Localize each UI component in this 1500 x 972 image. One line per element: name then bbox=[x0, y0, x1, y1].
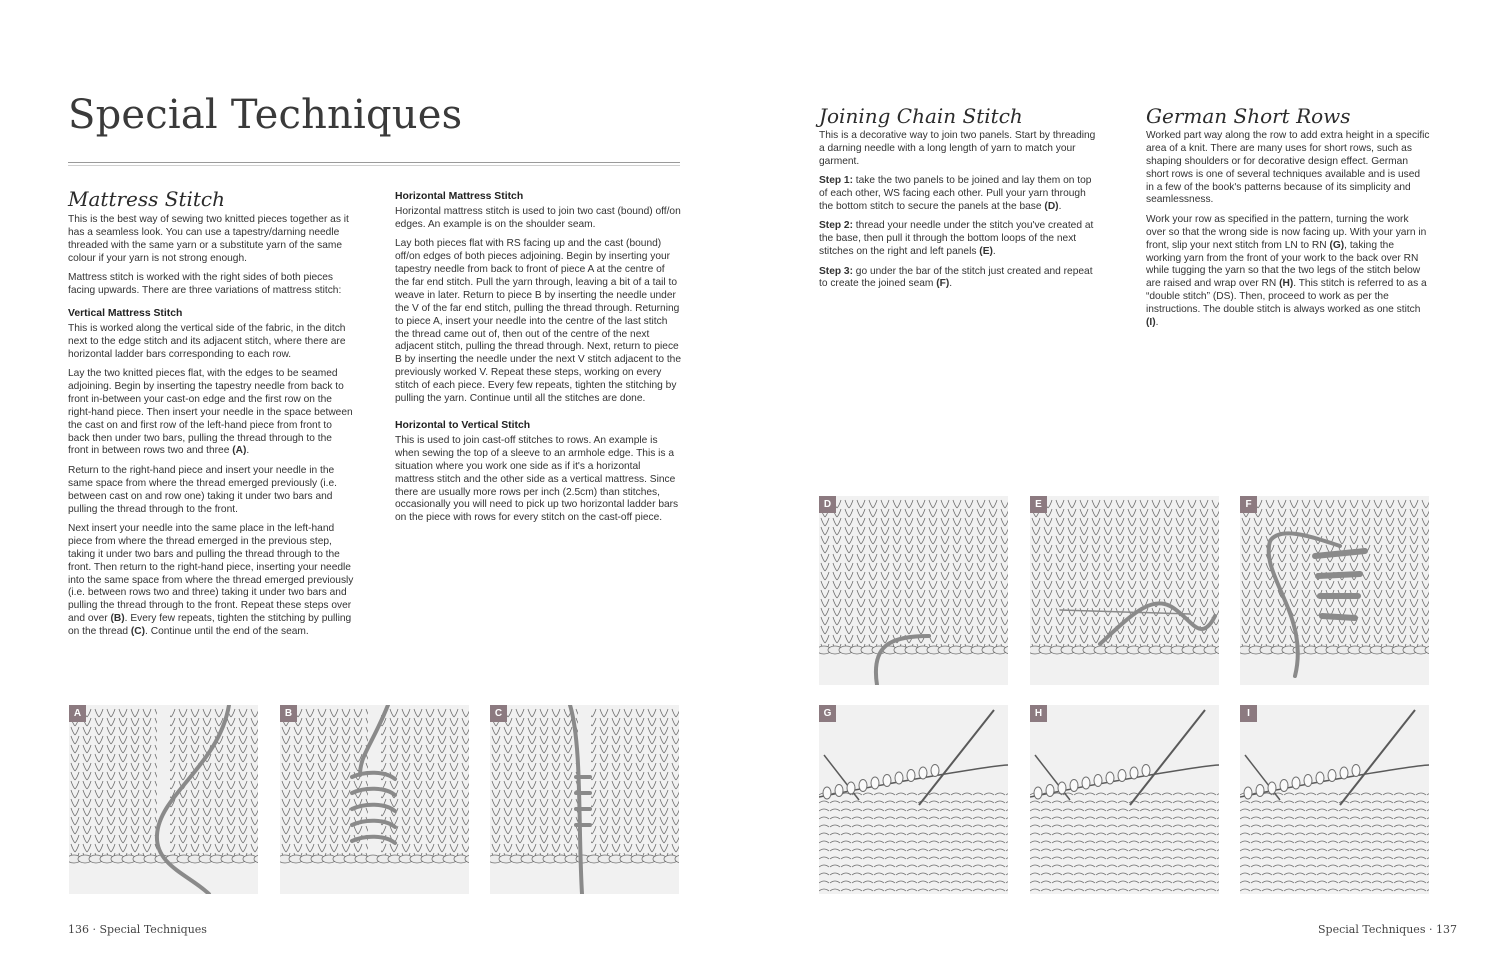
chain-step-2: Step 2: thread your needle under the stitch you've created at the base, then pull it through the bottom loops of the next stitches on the right and left panels (E). bbox=[819, 220, 1094, 258]
knitting-illustration bbox=[819, 496, 1008, 685]
figure-label: D bbox=[819, 496, 836, 513]
chain-step-1: Step 1: take the two panels to be joined and lay them on top of each other, WS facing each other. Pull your yarn through the bottom stitch to secure the panels at the base (D). bbox=[819, 175, 1092, 212]
figure-d bbox=[819, 496, 1008, 685]
figure-label: G bbox=[819, 705, 836, 722]
figure-ref-f: (F) bbox=[936, 278, 950, 290]
figure-ref-g: (G) bbox=[1329, 239, 1345, 251]
mattress-heading: Mattress Stitch bbox=[68, 187, 226, 211]
horizontal-p1: Horizontal mattress stitch is used to join two cast (bound) off/on edges. An example is on the shoulder seam. bbox=[395, 205, 681, 230]
horizontal-p2: Lay both pieces flat with RS facing up and the cast (bound) off/on edges of both pieces adjoining. Begin by inserting your tapestry needle from back to front of piece A at the centre of the far end stitch. Pull the yarn through, leaving a bit of a tail to weave in later. Return to piece B by inserting the needle under the V of the far end stitch, pulling the thread through. Returning to piece A, insert your needle into the centre of the last stitch the thread came out of, then out of the centre of the next adjacent stitch, pulling the thread through. Next, return to piece B by inserting the needle under the next V stitch adjacent to the previously worked V. Repeat these steps, working on every stitch of each piece. Every few repeats, tighten the stitching by pulling the yarn. Continue until all the stitches are done. bbox=[395, 238, 682, 405]
figure-label: F bbox=[1240, 496, 1257, 513]
figure-a bbox=[69, 705, 258, 894]
figure-ref-h: (H) bbox=[1279, 278, 1294, 290]
figure-label: I bbox=[1240, 705, 1257, 722]
german-p2: Work your row as specified in the pattern, turning the work over so that the wrong side is now facing up. With your yarn in front, slip your next stitch from LN to RN (G), taking the working yarn from the front of your work to the back over RN while tugging the yarn so that the two legs of the stitch below are raised and wrap over RN (H). This stitch is referred to as a “double stitch” (DS). Then, proceed to work as per the instructions. The double stitch is always worked as one stitch (I). bbox=[1146, 213, 1427, 329]
figure-label: E bbox=[1030, 496, 1047, 513]
figure-ref-i: (I) bbox=[1146, 317, 1156, 329]
figure-f bbox=[1240, 496, 1429, 685]
figure-label: H bbox=[1030, 705, 1047, 722]
knitting-illustration bbox=[280, 705, 469, 894]
figure-ref-d: (D) bbox=[1044, 200, 1059, 212]
knitting-illustration bbox=[490, 705, 679, 894]
vertical-p1: This is worked along the vertical side of the fabric, in the ditch next to the edge stitch and its adjacent stitch, where there are horizontal ladder bars corresponding to each row. bbox=[68, 322, 346, 360]
figure-i bbox=[1240, 705, 1429, 894]
h2v-title: Horizontal to Vertical Stitch bbox=[395, 420, 531, 431]
folio-left: 136 · Special Techniques bbox=[68, 923, 207, 936]
vertical-p4: Next insert your needle into the same place in the left-hand piece from where the thread emerged in the previous step, taking it under two bars and pulling the thread through to the front. Then return to the right-hand piece, inserting your needle into the same space from where the thread emerged previously (i.e. between rows two and three) taking it under two bars and pulling the thread through to the front. Repeat these steps over and over (B). Every few repeats, tighten the stitching by pulling on the thread (C). Continue until the end of the seam. bbox=[68, 522, 354, 638]
horizontal-mattress-title: Horizontal Mattress Stitch bbox=[395, 191, 524, 202]
chain-heading: Joining Chain Stitch bbox=[819, 104, 1023, 128]
knitting-illustration bbox=[819, 705, 1008, 894]
figure-b bbox=[280, 705, 469, 894]
title-rule-secondary bbox=[68, 165, 680, 166]
figure-ref-e: (E) bbox=[979, 246, 993, 258]
knitting-illustration bbox=[1240, 705, 1429, 894]
figure-ref-a: (A) bbox=[232, 445, 247, 457]
german-p1: Worked part way along the row to add extra height in a specific area of a knit. There are many uses for short rows, such as shaping shoulders or for decorative design effect. German short rows is one of several techniques available and is used in a few of the book's patterns because of its simplicity and seamlessness. bbox=[1146, 129, 1430, 206]
mattress-intro: This is the best way of sewing two knitted pieces together as it has a seamless look. You can use a tapestry/darning needle threaded with the same yarn or a substitute yarn of the same colour if your yarn is not strong enough. bbox=[68, 213, 349, 264]
vertical-p2: Lay the two knitted pieces flat, with the edges to be seamed adjoining. Begin by inserting the tapestry needle from back to front in-between your cast-on edge and the first row on the right-hand piece. Then insert your needle in the space between the cast on and first row of the left-hand piece from front to back then under two bars, pulling the thread through to the front in between rows two and three (A). bbox=[68, 367, 353, 457]
mattress-column bbox=[68, 187, 354, 646]
chain-column bbox=[819, 104, 1101, 298]
mattress-variations: Mattress stitch is worked with the right sides of both pieces facing upwards. There are three variations of mattress stitch: bbox=[68, 272, 342, 296]
chain-step-3: Step 3: go under the bar of the stitch just created and repeat to create the joined seam (F). bbox=[819, 265, 1093, 290]
knitting-illustration bbox=[1240, 496, 1429, 685]
figure-h bbox=[1030, 705, 1219, 894]
knitting-illustration bbox=[1030, 705, 1219, 894]
title-rule bbox=[68, 162, 680, 163]
figure-ref-c: (C) bbox=[130, 626, 146, 638]
horizontal-column bbox=[395, 191, 681, 532]
h2v-p1: This is used to join cast-off stitches to rows. An example is when sewing the top of a sleeve to an armhole edge. This is a situation where you work one side as if it's a horizontal mattress stitch and the other side as a vertical mattress. Since there are usually more rows per inch (2.5cm) than stitches, occasionally you will need to pick up two horizontal ladder bars on the piece with rows for every stitch on the cast-off piece. bbox=[395, 434, 679, 524]
vertical-mattress-title: Vertical Mattress Stitch bbox=[68, 307, 183, 319]
knitting-illustration bbox=[69, 705, 258, 894]
knitting-illustration bbox=[1030, 496, 1219, 685]
german-column bbox=[1146, 104, 1430, 337]
figure-e bbox=[1030, 496, 1219, 685]
figure-ref-b: (B) bbox=[110, 613, 125, 625]
figure-c bbox=[490, 705, 679, 894]
figure-label: C bbox=[490, 705, 507, 722]
figure-label: B bbox=[280, 705, 297, 722]
vertical-p3: Return to the right-hand piece and insert your needle in the same space from where the thread emerged previously (i.e. between cast on and row one) taking it under two bars and pulling the thread through to the front. bbox=[68, 464, 337, 515]
chain-intro: This is a decorative way to join two panels. Start by threading a darning needle with a long length of yarn to match your garment. bbox=[819, 129, 1096, 167]
figure-g bbox=[819, 705, 1008, 894]
folio-right: Special Techniques · 137 bbox=[1318, 923, 1457, 936]
page-title: Special Techniques bbox=[68, 92, 463, 138]
figure-label: A bbox=[69, 705, 86, 722]
german-heading: German Short Rows bbox=[1146, 104, 1351, 128]
